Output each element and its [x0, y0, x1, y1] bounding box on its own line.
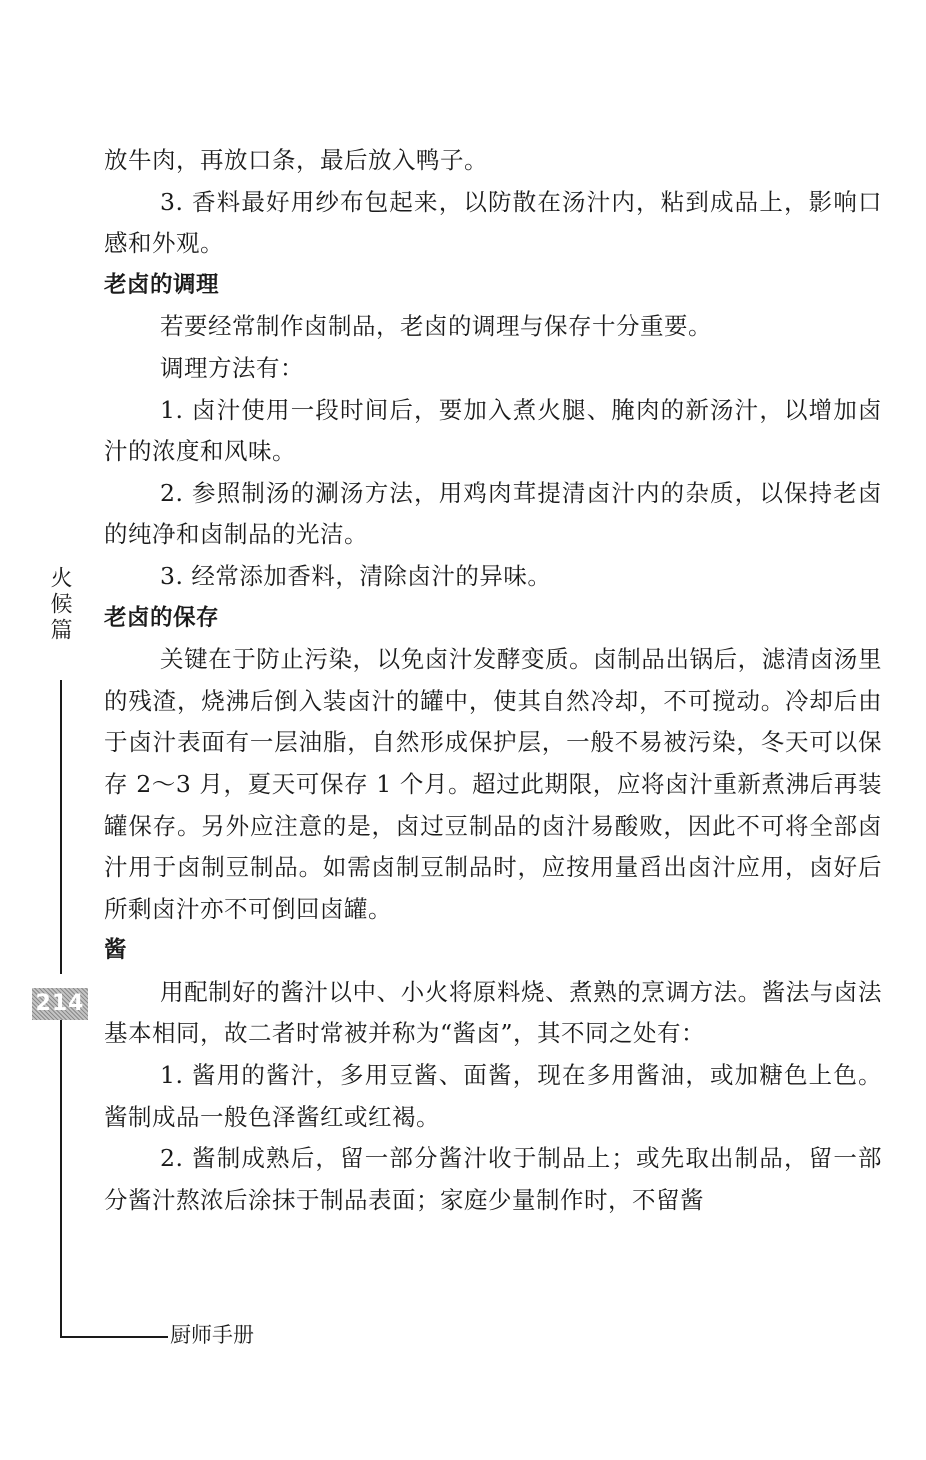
- footer-rule: [60, 1336, 168, 1338]
- section-heading: 老卤的保存: [104, 604, 220, 631]
- paragraph: 放牛肉，再放口条，最后放入鸭子。: [104, 146, 488, 174]
- paragraph: 1. 酱用的酱汁，多用豆酱、面酱，现在多用酱油，或加糖色上色。酱制成品一般色泽酱红或红褐。: [104, 1061, 882, 1131]
- paragraph: 2. 酱制成熟后，留一部分酱汁收于制品上；或先取出制品，留一部分酱汁熬浓后涂抹于制品表面；家庭少量制作时，不留酱: [104, 1144, 882, 1214]
- paragraph: 若要经常制作卤制品，老卤的调理与保存十分重要。: [160, 312, 712, 341]
- section-heading: 老卤的调理: [104, 271, 220, 298]
- paragraph: 1. 卤汁使用一段时间后，要加入煮火腿、腌肉的新汤汁，以增加卤汁的浓度和风味。: [104, 395, 882, 466]
- chapter-side-label: 火候篇: [47, 566, 72, 644]
- paragraph: 用配制好的酱汁以中、小火将原料烧、煮熟的烹调方法。酱法与卤法基本相同，故二者时常被并称为“酱卤”，其不同之处有：: [104, 977, 882, 1048]
- page-number: 214: [32, 988, 88, 1020]
- paragraph: 调理方法有：: [160, 353, 304, 382]
- margin-rule-bottom: [60, 1020, 62, 1338]
- paragraph: 2. 参照制汤的涮汤方法，用鸡肉茸提清卤汁内的杂质，以保持老卤的纯净和卤制品的光洁。: [104, 478, 882, 549]
- section-heading: 酱: [104, 937, 128, 964]
- margin-rule-top: [60, 680, 62, 974]
- paragraph: 3. 香料最好用纱布包起来，以防散在汤汁内，粘到成品上，影响口感和外观。: [104, 187, 882, 258]
- footer-book-title: 厨师手册: [170, 1323, 254, 1347]
- paragraph: 3. 经常添加香料，清除卤汁的异味。: [160, 561, 552, 590]
- paragraph: 关键在于防止污染，以免卤汁发酵变质。卤制品出锅后，滤清卤汤里的残渣，烧沸后倒入装卤汁的罐中，使其自然冷却，不可搅动。冷却后由于卤汁表面有一层油脂，自然形成保护层，一般不易被污染，冬天可以保存 2～3 月，夏天可保存 1 个月。超过此期限，应将卤汁重新煮沸后再装罐保存。另外应注意的是，卤过豆制品的卤汁易酸败，因此不可将全部卤汁用于卤制豆制品。如需卤制豆制品时，应按用量舀出卤汁应用，卤好后所剩卤汁亦不可倒回卤罐。: [104, 645, 882, 923]
- body-text: [104, 140, 882, 1221]
